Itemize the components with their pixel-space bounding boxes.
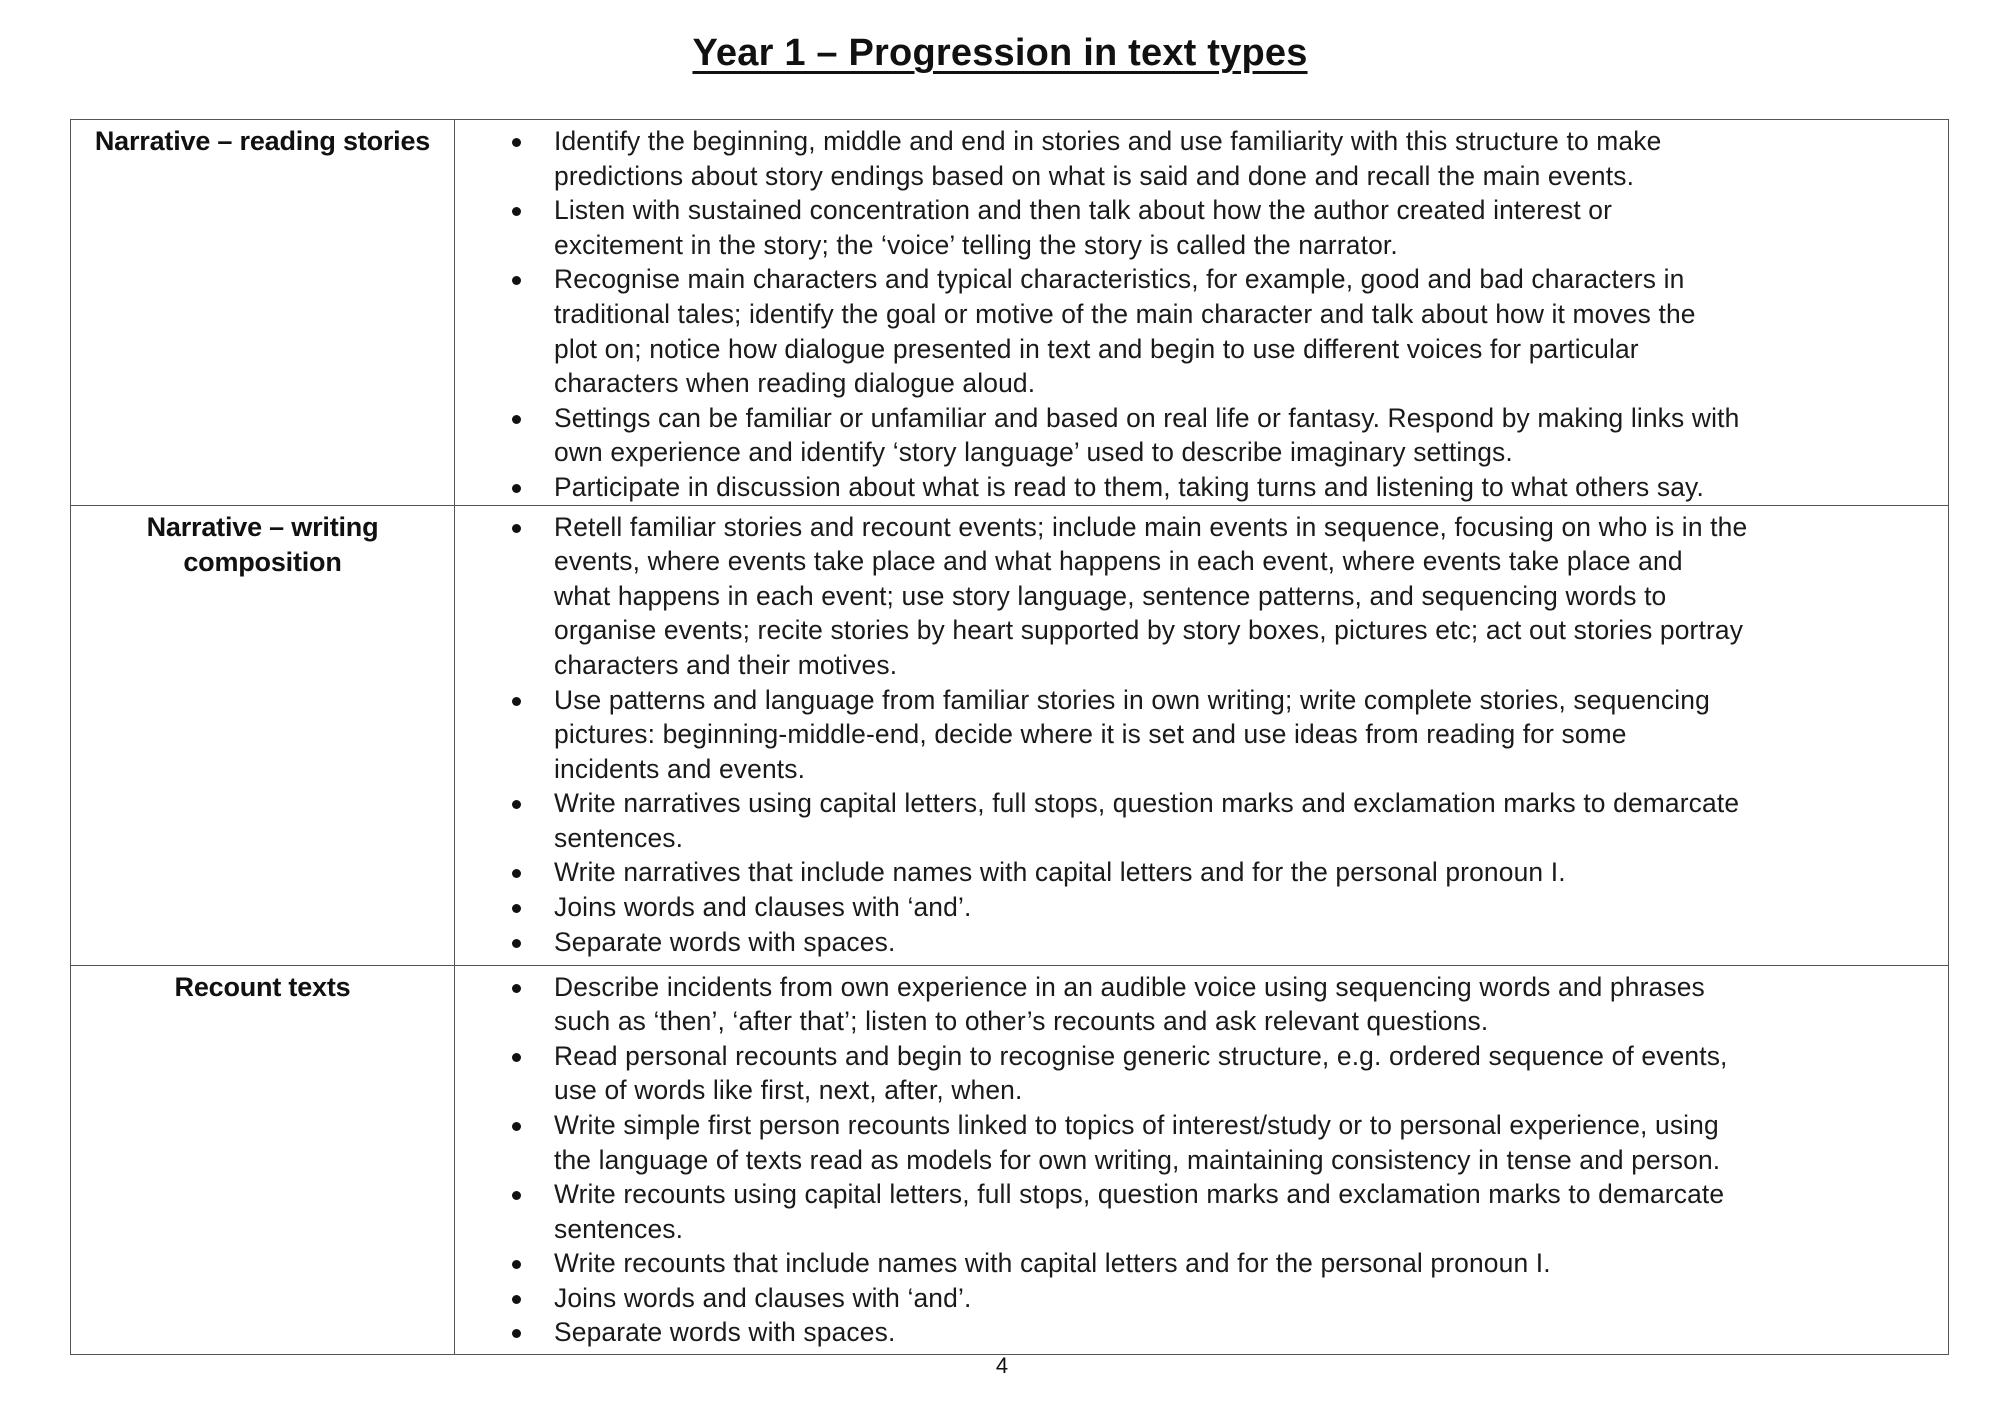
list-item-text: Separate words with spaces.	[554, 926, 896, 957]
bullet-icon	[512, 138, 521, 147]
list-item-text: Listen with sustained concentration and then talk about how the author created interest or	[554, 195, 1613, 226]
list-item-text: Describe incidents from own experience in an audible voice using sequencing words and phrases	[554, 971, 1705, 1002]
list-item	[455, 970, 1948, 1039]
list-item-text: plot on; notice how dialogue presented in text and begin to use different voices for particular	[554, 333, 1639, 364]
list-item-text: use of words like first, next, after, when.	[554, 1075, 1023, 1106]
list-item	[455, 1177, 1948, 1246]
row-label-line: Narrative – reading stories	[94, 126, 431, 156]
bullet-icon	[512, 276, 521, 285]
list-item	[455, 1246, 1948, 1281]
list-item	[455, 262, 1948, 400]
list-item-text: organise events; recite stories by heart supported by story boxes, pictures etc; act out stories portray	[554, 615, 1744, 646]
list-item-text: events, where events take place and what happens in each event, where events take place and	[554, 546, 1683, 577]
bullet-list	[455, 970, 1948, 1351]
list-item-text: such as ‘then’, ‘after that’; listen to other’s recounts and ask relevant questions.	[554, 1006, 1489, 1037]
list-item-text: Retell familiar stories and recount events; include main events in sequence, focusing on who is in the	[554, 511, 1748, 542]
list-item	[455, 1108, 1948, 1177]
table-row	[71, 120, 1949, 506]
list-item	[455, 683, 1948, 787]
list-item	[455, 890, 1948, 925]
row-label-line: composition	[183, 546, 342, 577]
bullet-icon	[512, 1053, 521, 1062]
list-item	[455, 193, 1948, 262]
list-item-text: what happens in each event; use story language, sentence patterns, and sequencing words to	[554, 580, 1667, 611]
bullet-icon	[512, 697, 521, 706]
page-title: Year 1 – Progression in text types	[692, 32, 1308, 74]
list-item-text: pictures: beginning-middle-end, decide where it is set and use ideas from reading for some	[554, 719, 1627, 750]
bullet-icon	[512, 1122, 521, 1131]
table-row	[71, 505, 1949, 965]
list-item	[455, 124, 1948, 193]
bullet-icon	[512, 939, 521, 948]
list-item-text: Write narratives that include names with capital letters and for the personal pronoun I.	[554, 857, 1566, 888]
list-item-text: Joins words and clauses with ‘and’.	[554, 1282, 972, 1313]
bullet-icon	[512, 1295, 521, 1304]
list-item	[455, 510, 1948, 683]
row-content-cell	[455, 120, 1949, 506]
list-item-text: incidents and events.	[554, 753, 806, 784]
progression-table	[70, 119, 1949, 1355]
list-item-text: Identify the beginning, middle and end in stories and use familiarity with this structure to make	[554, 126, 1662, 156]
list-item-text: excitement in the story; the ‘voice’ telling the story is called the narrator.	[554, 229, 1398, 260]
list-item	[455, 786, 1948, 855]
bullet-icon	[512, 207, 521, 216]
bullet-icon	[512, 1260, 521, 1269]
list-item-text: Write recounts that include names with capital letters and for the personal pronoun I.	[554, 1248, 1551, 1279]
list-item-text: Joins words and clauses with ‘and’.	[554, 892, 972, 923]
row-label-cell	[71, 120, 455, 506]
list-item	[455, 1315, 1948, 1350]
bullet-list	[455, 124, 1948, 505]
list-item	[455, 925, 1948, 960]
bullet-icon	[512, 484, 521, 493]
list-item-text: Read personal recounts and begin to recognise generic structure, e.g. ordered sequence of events,	[554, 1040, 1728, 1071]
row-content-cell	[455, 965, 1949, 1354]
list-item	[455, 401, 1948, 470]
list-item-text: the language of texts read as models for own writing, maintaining consistency in tense and person.	[554, 1144, 1721, 1175]
list-item-text: Write recounts using capital letters, full stops, question marks and exclamation marks to demarcate	[554, 1179, 1725, 1210]
list-item-text: Use patterns and language from familiar stories in own writing; write complete stories, sequencing	[554, 684, 1710, 715]
bullet-icon	[512, 904, 521, 913]
list-item-text: traditional tales; identify the goal or motive of the main character and talk about how it moves the	[554, 298, 1696, 329]
list-item-text: Write narratives using capital letters, full stops, question marks and exclamation marks to demarcate	[554, 788, 1740, 819]
bullet-list	[455, 510, 1948, 960]
list-item-text: characters and their motives.	[554, 649, 898, 680]
list-item-text: Separate words with spaces.	[554, 1317, 896, 1348]
bullet-icon	[512, 415, 521, 424]
list-item	[455, 1039, 1948, 1108]
list-item	[455, 1281, 1948, 1316]
bullet-icon	[512, 800, 521, 809]
row-label	[71, 120, 454, 159]
bullet-icon	[512, 984, 521, 993]
bullet-icon	[512, 1329, 521, 1338]
row-label-line: Narrative – writing	[146, 511, 379, 542]
list-item-text: predictions about story endings based on what is said and done and recall the main events.	[554, 160, 1635, 191]
row-label	[71, 966, 454, 1005]
row-label-cell	[71, 505, 455, 965]
list-item-text: Settings can be familiar or unfamiliar and based on real life or fantasy. Respond by making links with	[554, 402, 1740, 433]
list-item-text: sentences.	[554, 822, 684, 853]
list-item-text: own experience and identify ‘story language’ used to describe imaginary settings.	[554, 437, 1513, 468]
list-item	[455, 855, 1948, 890]
list-item-text: characters when reading dialogue aloud.	[554, 368, 1036, 399]
list-item-text: Recognise main characters and typical characteristics, for example, good and bad characters in	[554, 264, 1685, 295]
row-label-cell	[71, 965, 455, 1354]
row-content-cell	[455, 505, 1949, 965]
row-label-line: Recount texts	[174, 971, 351, 1002]
bullet-icon	[512, 524, 521, 533]
list-item-text: Participate in discussion about what is read to them, taking turns and listening to what others say.	[554, 471, 1704, 502]
list-item	[455, 470, 1948, 505]
table-row	[71, 965, 1949, 1354]
list-item-text: sentences.	[554, 1213, 684, 1244]
bullet-icon	[512, 869, 521, 878]
page-number: 4	[995, 1353, 1009, 1378]
row-label	[71, 506, 454, 580]
list-item-text: Write simple first person recounts linked to topics of interest/study or to personal experience, using	[554, 1109, 1719, 1140]
bullet-icon	[512, 1191, 521, 1200]
